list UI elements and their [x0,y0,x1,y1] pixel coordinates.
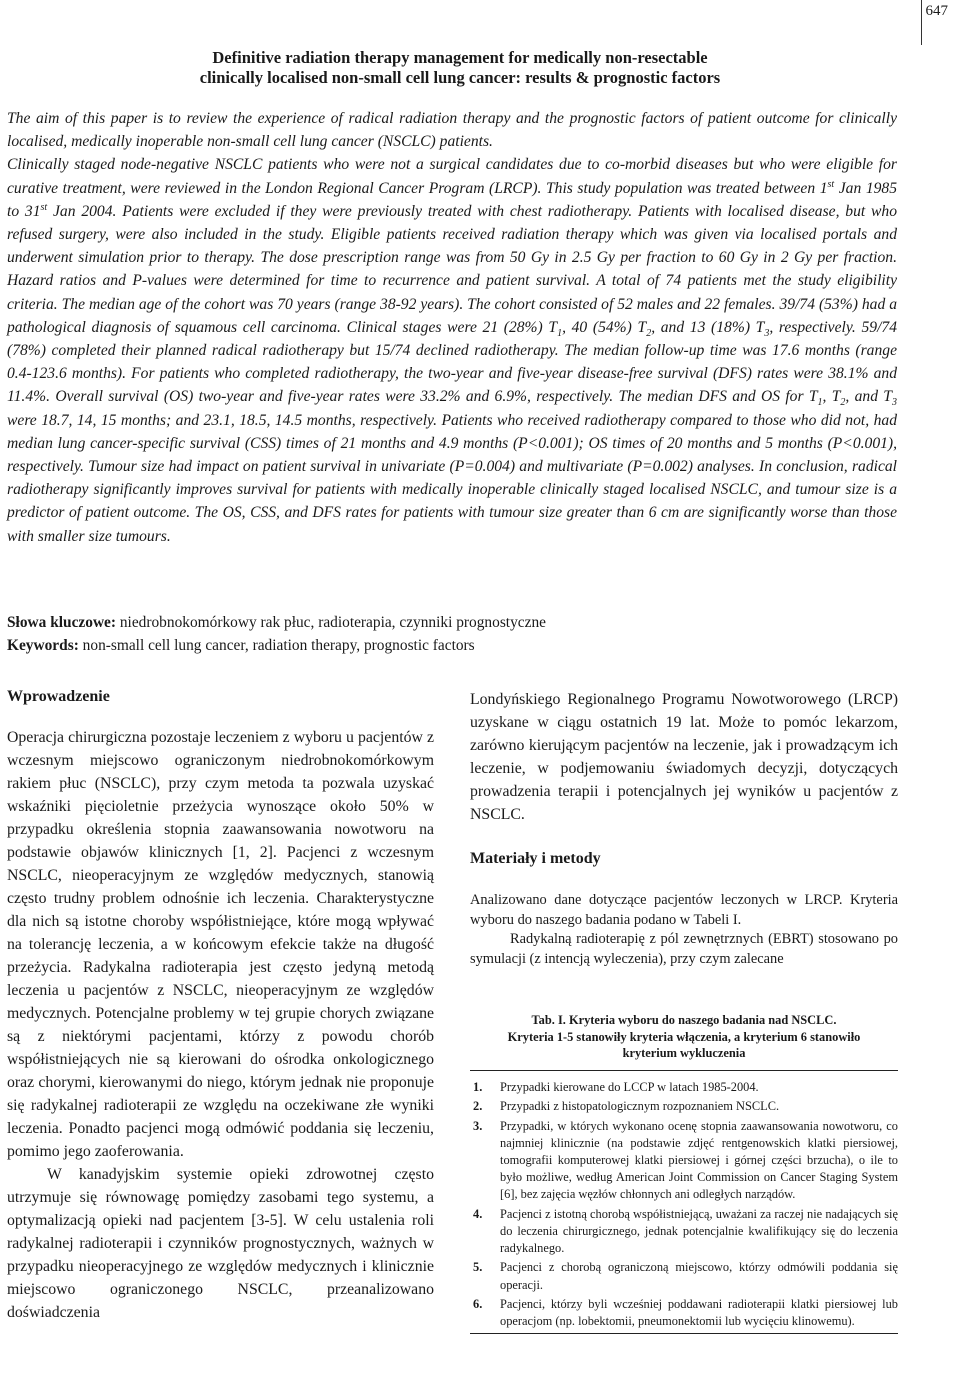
criteria-item: 2. Przypadki z histopatologicznym rozpoznaniem NSCLC. [473,1099,780,1114]
table-caption-line-1: Tab. I. Kryteria wyboru do naszego badania nad NSCLC. [531,1013,837,1027]
title-line-1: Definitive radiation therapy management for medically non-resectable [212,48,708,67]
page-number: 647 [925,3,948,19]
abstract-paragraph-1: The aim of this paper is to review the experience of radical radiation therapy and the prognostic factors of patient outcome for clinically localised, medically inoperable non-small cell lung cancer (NSCLC) patients. [7,110,897,151]
criteria-item: 6. Pacjenci, którzy byli wcześniej poddawani radioterapii klatki piersiowej lub operacjom (np. lobektomii, pneumonektomii lub wycięciu klinowemu). [473,1297,898,1329]
abstract [7,107,897,548]
article-title [0,48,920,88]
table-caption-line-3: kryterium wykluczenia [622,1046,746,1060]
keywords-english: Keywords: non-small cell lung cancer, radiation therapy, prognostic factors [7,637,475,654]
intro-paragraph-1: Operacja chirurgiczna pozostaje leczeniem z wyboru u pacjentów z wczesnym miejscowo ograniczonym niedrobnokomórkowym rakiem płuc (NSCLC), przy czym metoda ta pozwala uzyskać wskaźniki pięcioletnie przeżycia wynoszące około 50% w przypadku określenia stopnia zaawansowania nowotworu na podstawie objawów klinicznych [1, 2]. Pacjenci z wczesnym NSCLC, nieoperacyjnym ze względów medycznych, stanowią często trudny problem odnośnie ich leczenia. Charakterystyczne dla nich są istotne choroby współistniejące, które mogą wpływać na tolerancję leczenia, a w końcowym efekcie także na długość przeżycia. Radykalna radioterapia jest często jedyną metodą leczenia u pacjentów z NSCLC, nieoperacyjnym ze względów medycznych. Potencjalne problemy w tej grupie chorych związane są z niektórymi pacjentami, którzy z powodu chorób współistniejących nie są kierowani do ośrodka onkologicznego oraz chorymi, kierowanymi do niego, którym jednak nie proponuje się radykalnej radioterapii ze względu na oczekiwane złe wyniki leczenia. Ponadto pacjenci mogą odmówić poddania się leczeniu, pomimo jego zaoferowania. [7,729,434,1160]
keywords-polish: Słowa kluczowe: niedrobnokomórkowy rak płuc, radioterapia, czynniki prognostyczne [7,614,546,631]
intro-paragraph-3: Londyńskiego Regionalnego Programu Nowotworowego (LRCP) uzyskane w ciągu ostatnich 19 lat. Może to pomóc lekarzom, zarówno kierującym pacjentów na leczenie, jak i prowadzącym ich leczenie, w podjemowaniu świadomych decyzji, dotyczących prowadzenia terapii i potencjalnych jej wyników u pacjentów z NSCLC. [470,691,898,823]
title-line-2: clinically localised non-small cell lung cancer: results & prognostic factors [199,68,721,87]
criteria-item: 1. Przypadki kierowane do LCCP w latach 1985-2004. [473,1079,759,1094]
methods-paragraph-1: Analizowano dane dotyczące pacjentów leczonych w LRCP. Kryteria wyboru do naszego badania podano w Tabeli I. [470,892,898,928]
criteria-item: 3. Przypadki, w których wykonano ocenę stopnia zaawansowania nowotworu, co najmniej klinicznie (na podstawie zdjęć rentgenowskich klatki piersiowej, tomografii komputerowej klatki piersiowej i górnej części brzucha), o ile to było możliwe, według American Joint Commission on Cancer Staging System [6], bez zajęcia węzłów chłonnych ani odległych narządów. [473,1118,898,1202]
methods-paragraph-2: Radykalną radioterapię z pól zewnętrznych (EBRT) stosowano po symulacji (z intencją wyleczenia), przy czym zalecane [470,931,898,967]
criteria-table [470,1012,898,1334]
header-rule [921,0,922,45]
criteria-item: 4. Pacjenci z istotną chorobą współistniejącą, uważani za raczej nie nadających się do leczenia chirurgicznego, jednak potencjalnie kwalifikujący się do leczenia radykalnego. [473,1206,898,1255]
table-top-rule [470,1070,898,1071]
left-column [7,688,434,1324]
table-bottom-rule [470,1333,898,1334]
right-column [470,688,898,1334]
criteria-item: 5. Pacjenci z chorobą ograniczoną miejscowo, którzy odmówili poddania się operacji. [473,1260,898,1292]
section-heading-methods: Materiały i metody [470,850,601,867]
keywords-block [7,611,897,657]
section-heading-introduction: Wprowadzenie [7,688,110,705]
intro-paragraph-2: W kanadyjskim systemie opieki zdrowotnej często utrzymuje się równowagę pomiędzy zasobami tego systemu, a optymalizacją opieki nad pacjentem [3-5]. W celu ustalenia roli radykalnej radioterapii i czynników prognostycznych, ważnych w przypadku nieoperacyjnego ze względów medycznych i klinicznie miejscowo ograniczonego NSCLC, przeanalizowano doświadczenia [7,1166,434,1321]
table-caption-line-2: Kryteria 1-5 stanowiły kryteria włączenia, a kryterium 6 stanowiło [507,1029,861,1044]
criteria-list [470,1079,898,1331]
abstract-paragraph-2: Clinically staged node-negative NSCLC patients who were not a surgical candidates due to co-morbid diseases but who were eligible for curative treatment, were reviewed in the London Regional Cancer Program (LRCP). This study population was treated between 1st Jan 1985 to 31st Jan 2004. Patients were excluded if they were previously treated with chest radiotherapy. Patients with localised disease, but who refused surgery, were also included in the study. Eligible patients received radiation therapy which was given via localised portals and underwent simulation prior to therapy. The dose prescription range was from 50 Gy in 2.5 Gy per fraction to 60 Gy in 2 Gy per fraction. Hazard ratios and P-values were determined for time to recurrence and patient survival. A total of 74 patients met the study eligibility criteria. The median age of the cohort was 70 years (range 38-92 years). The cohort consisted of 52 males and 22 females. 39/74 (53%) had a pathological diagnosis of squamous cell carcinoma. Clinical stages were 21 (28%) $T_1$, 40 (54%) $T_2$, and 13 (18%) $T_3$, respectively. 59/74 (78%) completed their planned radical radiotherapy but 15/74 declined radiotherapy. The median follow-up time was 17.6 months (range 0.4-123.6 months). For patients who completed radiotherapy, the two-year and five-year disease-free survival (DFS) rates were 38.1% and 11.4%. Overall survival (OS) two-year and five-year rates were 33.2% and 6.9%, respectively. The median DFS and OS for $T_1$, $T_2$, and $T_3$ were 18.7, 14, 15 months; and 23.1, 18.5, 14.5 months, respectively. Patients who received radiotherapy compared to those who did not, had median lung cancer-specific survival (CSS) times of 21 months and 4.9 months (P<0.001); OS times of 20 months and 5 months (P<0.001), respectively. Tumour size had impact on patient survival in univariate (P=0.004) and multivariate (P=0.002) analyses. In conclusion, radical radiotherapy significantly improves survival for patients with medically inoperable clinically staged localised NSCLC, and tumour size is a predictor of patient outcome. The OS, CSS, and DFS rates for patients with tumour size greater than 6 cm are significantly worse than those with smaller size tumours. [7,156,898,545]
